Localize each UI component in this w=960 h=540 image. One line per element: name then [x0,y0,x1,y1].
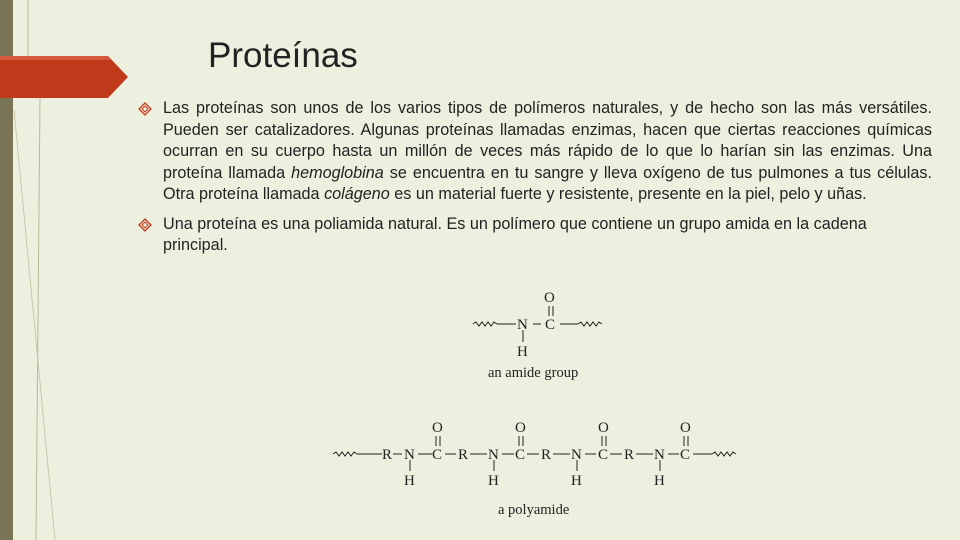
polyamide-r-2: R [458,447,469,463]
polyamide-c-4: C [680,447,691,463]
amide-group-caption: an amide group [488,365,579,381]
polyamide-h-4: H [654,473,665,489]
polyamide-o-1: O [432,420,443,436]
polyamide-h-3: H [571,473,582,489]
polyamide-h-1: H [404,473,415,489]
bullet-text-part: es un material fuerte y resistente, presente en la piel, pelo y uñas. [389,185,867,203]
polyamide-c-3: C [598,447,609,463]
polyamide-r-3: R [541,447,552,463]
amide-carbon: C [545,317,556,333]
hemoglobina-term: hemoglobina [291,163,384,182]
polyamide-h-2: H [488,473,499,489]
polyamide-o-4: O [680,420,691,436]
polyamide-caption: a polyamide [498,502,570,518]
polyamide-o-2: O [515,420,526,436]
polyamide-n-4: N [654,447,665,463]
polyamide-n-2: N [488,447,499,463]
amide-nitrogen: N [517,317,528,333]
polyamide-c-1: C [432,447,443,463]
bullet-text-part: Las proteínas son unos de los varios tipos de polímeros naturales, y de hecho son las más versátiles. Pueden ser catalizadores. Algunas proteínas llamadas enzimas, hacen que ciertas reacciones químicas ocurran en su cuerpo hasta un millón de veces más rápido de lo que lo harían sin las enzimas. Una proteína llamada [163,99,932,182]
bullet-text-part: se encuentra en tu sangre y lleva oxígeno de tus pulmones a tus células. Otra proteína llamada [163,163,932,203]
polyamide-n-3: N [571,447,582,463]
polyamide-r-4: R [624,447,635,463]
colageno-term: colágeno [324,185,390,203]
polyamide-n-1: N [404,447,415,463]
polyamide-c-2: C [515,447,526,463]
bullet-text-part: Una proteína es una poliamida natural. Es un polímero que contiene un grupo amida en la cadena principal. [163,214,867,254]
amide-group-structure [473,306,602,342]
polyamide-o-3: O [598,420,609,436]
polyamide-r-1: R [382,447,393,463]
page-title: Proteínas [208,36,358,75]
amide-hydrogen: H [517,344,528,360]
polyamide-structure [333,436,736,471]
amide-oxygen: O [544,290,555,306]
